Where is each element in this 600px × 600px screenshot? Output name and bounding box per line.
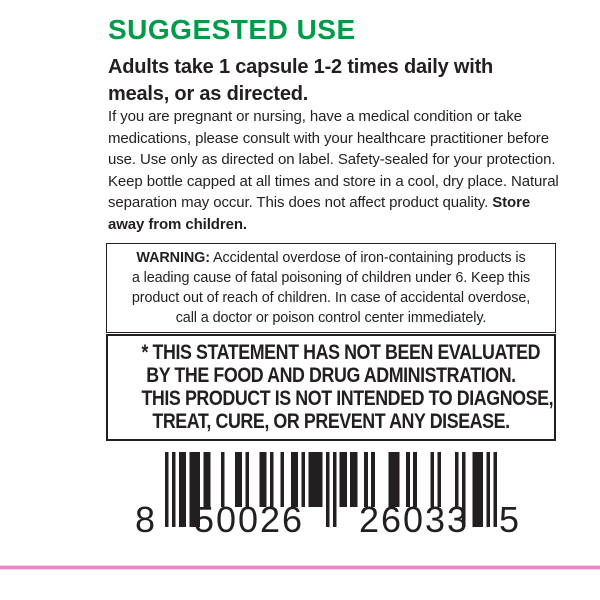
iron-warning-box xyxy=(106,243,556,333)
upc-barcode xyxy=(132,452,542,542)
warning-line-4: call a doctor or poison control center immediately. xyxy=(175,310,487,326)
fda-line-2: BY THE FOOD AND DRUG ADMINISTRATION. xyxy=(146,364,516,387)
fda-line-4: TREAT, CURE, OR PREVENT ANY DISEASE. xyxy=(152,410,510,433)
fda-line-3: THIS PRODUCT IS NOT INTENDED TO DIAGNOSE, xyxy=(141,387,554,410)
usage-notes xyxy=(108,106,560,235)
barcode-digit-left: 8 xyxy=(134,499,156,540)
dosage-instructions: Adults take 1 capsule 1-2 times daily with meals, or as directed. xyxy=(108,56,494,105)
fda-disclaimer-box xyxy=(106,334,556,441)
warning-line-2: a leading cause of fatal poisoning of children under 6. Keep this xyxy=(131,270,531,286)
suggested-use-heading: SUGGESTED USE xyxy=(108,14,356,45)
warning-line-1-text: Accidental overdose of iron-containing products is xyxy=(213,250,526,266)
bottom-accent-line xyxy=(0,566,600,569)
warning-line-1 xyxy=(107,248,555,268)
barcode-digit-right: 5 xyxy=(498,499,520,540)
fda-disclaimer-lines xyxy=(141,341,554,433)
usage-notes-text: If you are pregnant or nursing, have a medical condition or take medications, please consult with your healthcare practitioner before use. Use only as directed on label. Safety-sealed for your protection. Keep bottle capped at all times and store in a cool, dry place. Natural separation may occur. This does not affect product quality. xyxy=(108,108,559,211)
warning-label: WARNING: xyxy=(136,250,210,266)
barcode-digit-group-1: 50026 xyxy=(193,499,305,540)
barcode-digit-group-2: 26033 xyxy=(358,499,470,540)
store-away-warning-text: Store away from children. xyxy=(108,194,531,233)
fda-line-1: * THIS STATEMENT HAS NOT BEEN EVALUATED xyxy=(141,341,541,364)
warning-line-3: product out of reach of children. In case of accidental overdose, xyxy=(131,290,531,306)
